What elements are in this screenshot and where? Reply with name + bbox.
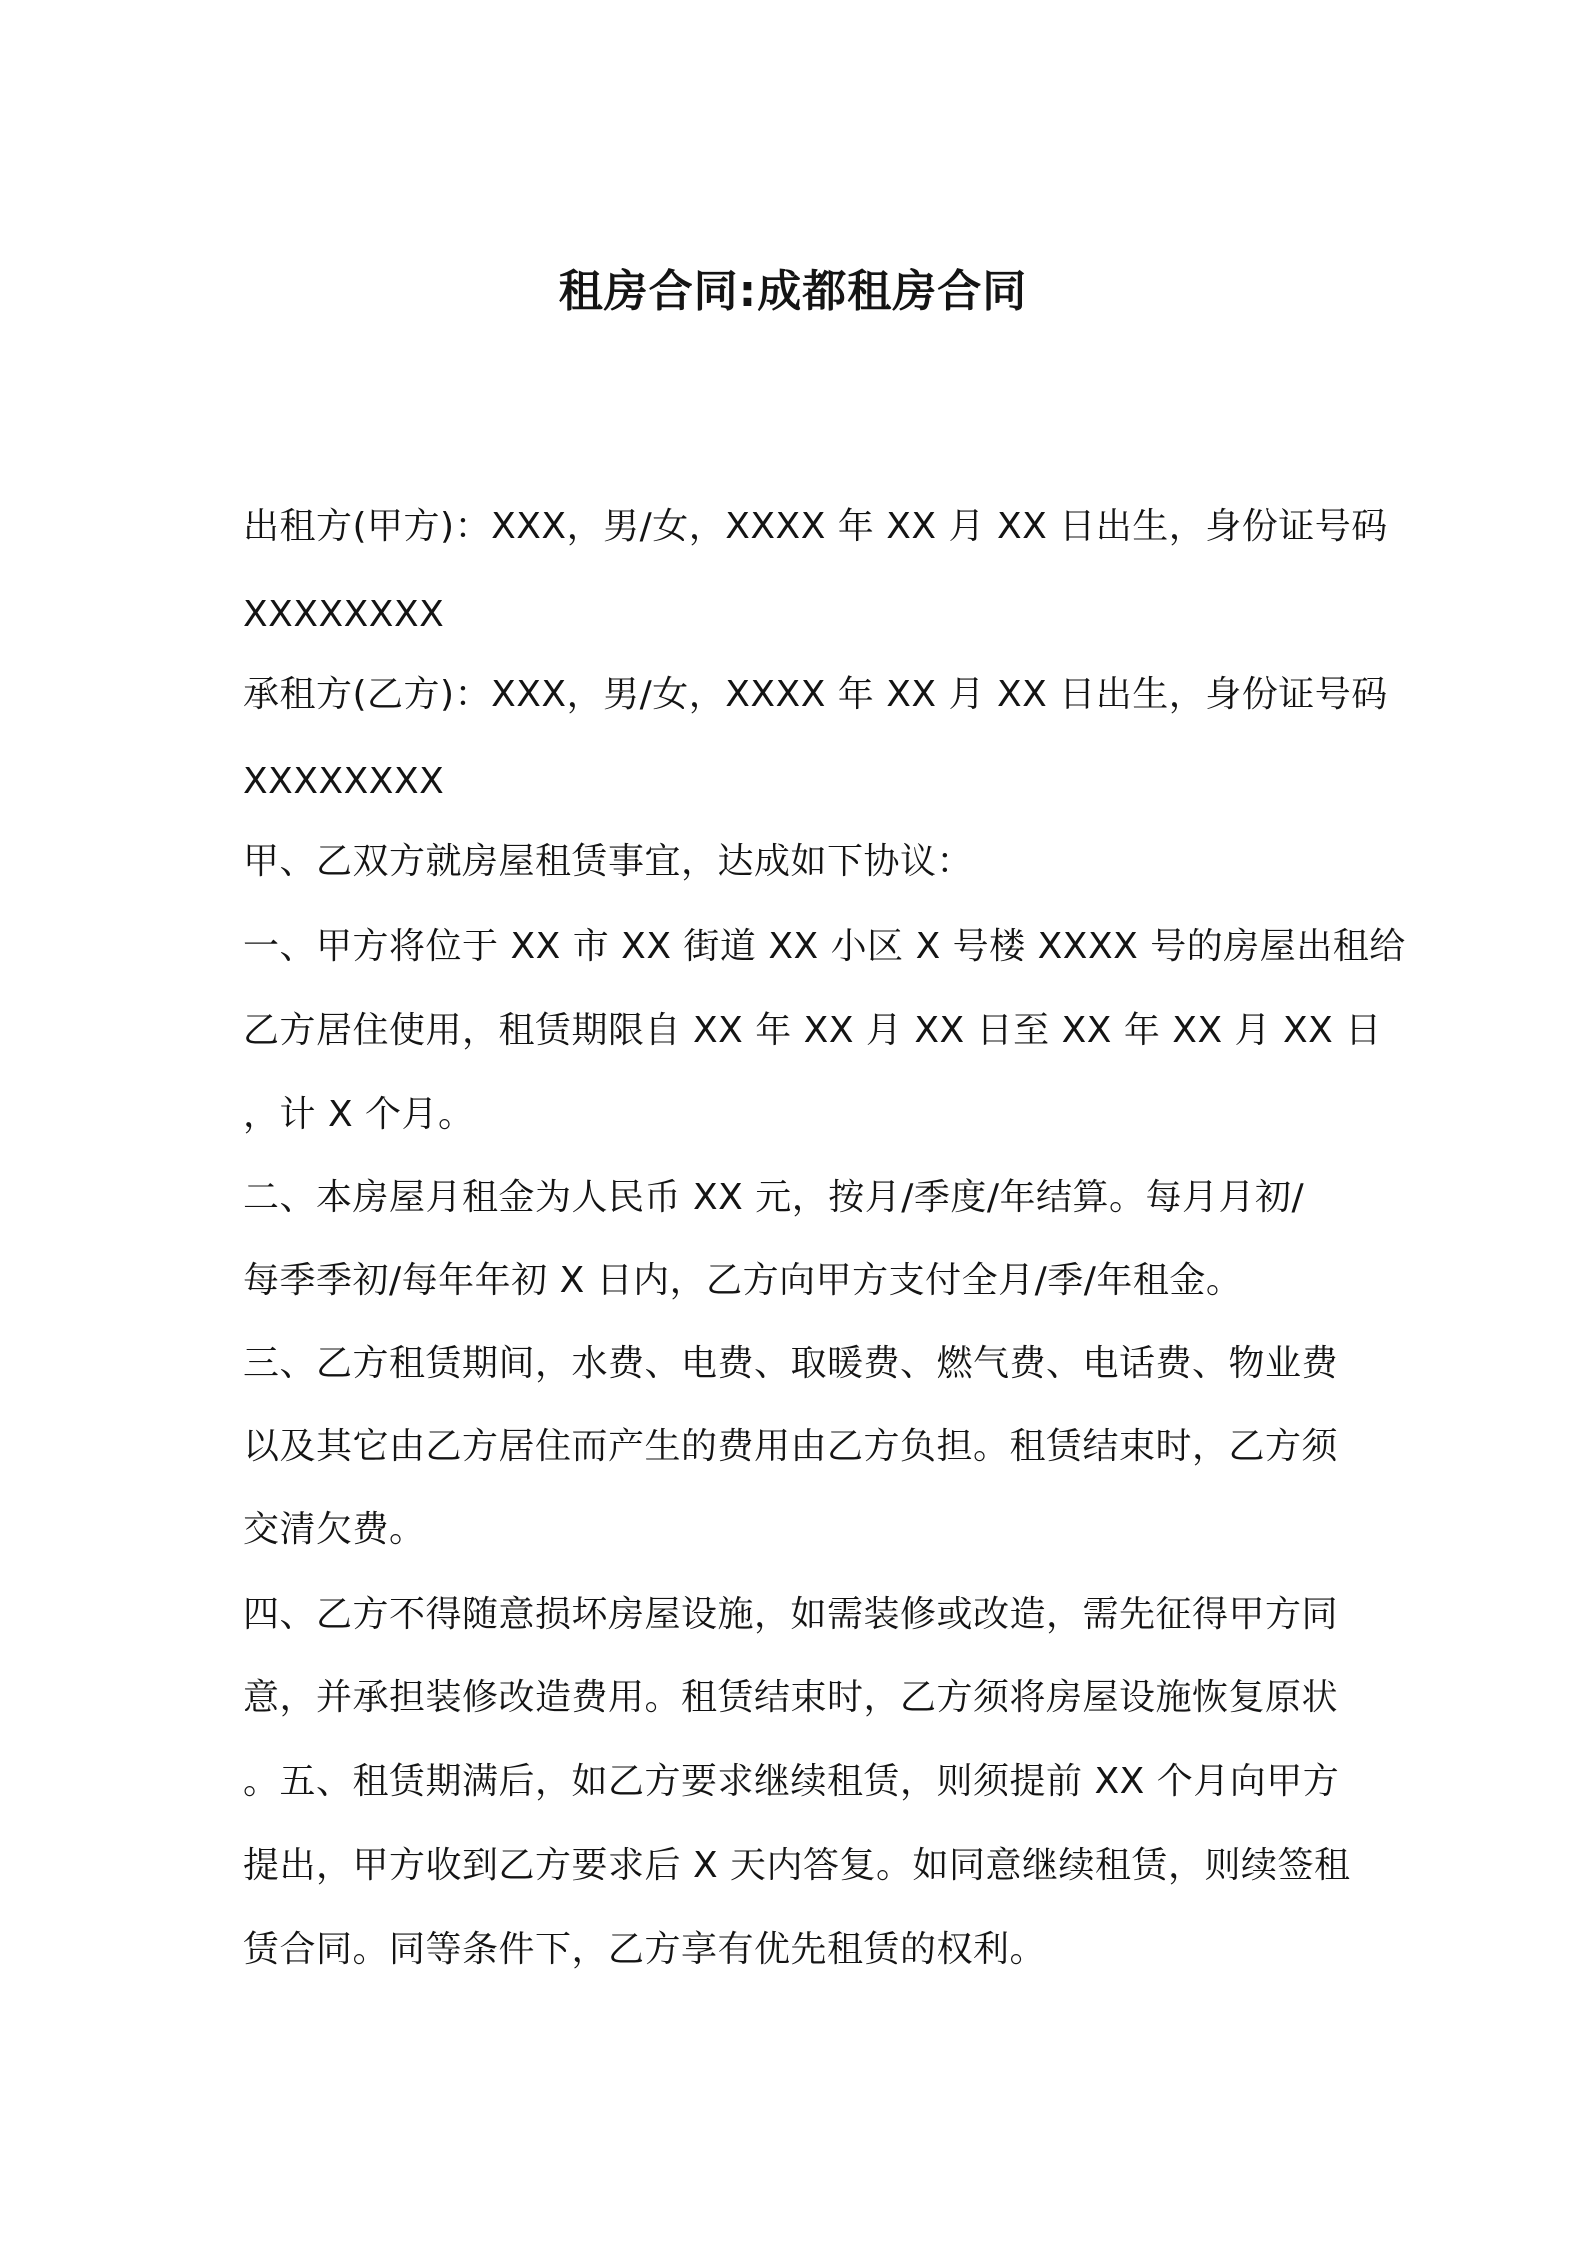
- clause-5-line-1: 。五、租赁期满后，如乙方要求继续租赁，则须提前 XX 个月向甲方: [243, 1761, 1340, 1802]
- clause-4-line-2: 意，并承担装修改造费用。租赁结束时，乙方须将房屋设施恢复原状: [243, 1677, 1339, 1718]
- clause-4-line-1: 四、乙方不得随意损坏房屋设施，如需装修或改造，需先征得甲方同: [243, 1594, 1339, 1635]
- clause-2-line-1: 二、本房屋月租金为人民币 XX 元，按月/季度/年结算。每月月初/: [243, 1177, 1305, 1218]
- party-b-line-2: XXXXXXXX: [243, 761, 445, 802]
- document-title: 租房合同:成都租房合同: [558, 266, 1028, 317]
- party-b-line-1: 承租方(乙方)：XXX，男/女，XXXX 年 XX 月 XX 日出生，身份证号码: [243, 674, 1388, 715]
- clause-5-line-3: 赁合同。同等条件下，乙方享有优先租赁的权利。: [243, 1929, 1047, 1970]
- clause-1-line-2: 乙方居住使用，租赁期限自 XX 年 XX 月 XX 日至 XX 年 XX 月 XX 日: [243, 1010, 1382, 1051]
- clause-2-line-2: 每季季初/每年年初 X 日内，乙方向甲方支付全月/季/年租金。: [243, 1260, 1243, 1301]
- clause-3-line-1: 三、乙方租赁期间，水费、电费、取暖费、燃气费、电话费、物业费: [243, 1343, 1339, 1384]
- clause-5-line-2: 提出，甲方收到乙方要求后 X 天内答复。如同意继续租赁，则续签租: [243, 1845, 1351, 1886]
- party-a-line-1: 出租方(甲方)：XXX，男/女，XXXX 年 XX 月 XX 日出生，身份证号码: [243, 506, 1388, 547]
- clause-3-line-3: 交清欠费。: [243, 1509, 426, 1550]
- clause-1-line-1: 一、甲方将位于 XX 市 XX 街道 XX 小区 X 号楼 XXXX 号的房屋出租给: [243, 926, 1406, 967]
- clause-3-line-2: 以及其它由乙方居住而产生的费用由乙方负担。租赁结束时，乙方须: [243, 1426, 1339, 1467]
- agreement-intro: 甲、乙双方就房屋租赁事宜，达成如下协议：: [243, 841, 974, 882]
- clause-1-line-3: ，计 X 个月。: [243, 1094, 475, 1135]
- party-a-line-2: XXXXXXXX: [243, 594, 445, 635]
